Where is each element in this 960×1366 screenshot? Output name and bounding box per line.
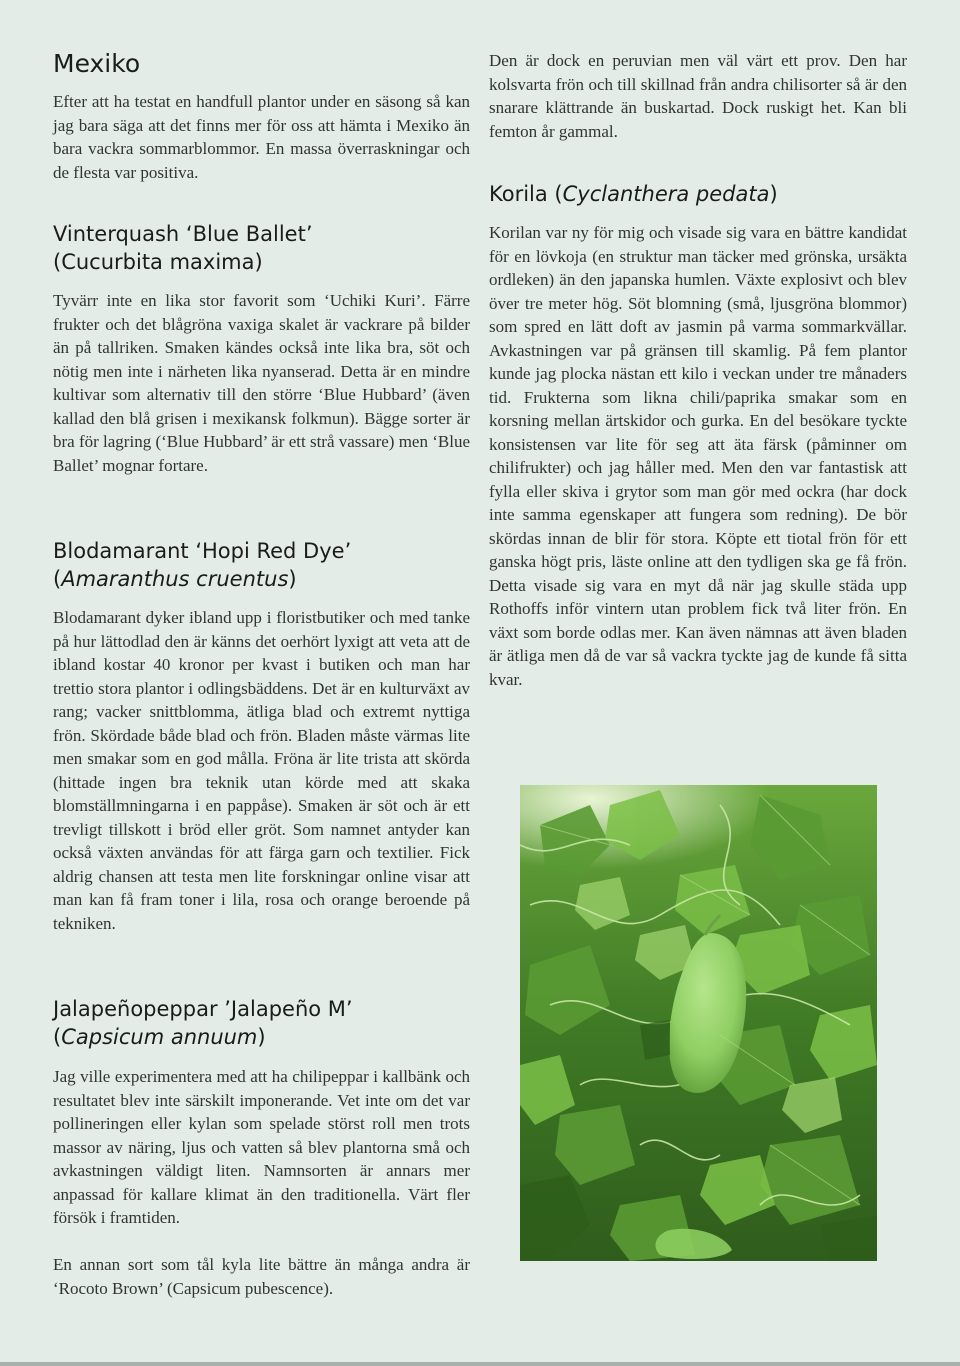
- blodamarant-title-open: (: [53, 567, 62, 591]
- jalapeno-title-line1: Jalapeñopeppar ’Jalapeño M’: [53, 997, 353, 1021]
- korila-title-latin: Cyclanthera pedata: [562, 182, 770, 206]
- korila-title-main: Korila (: [489, 182, 563, 206]
- section-title-jalapeno: [53, 995, 353, 1051]
- blodamarant-title-latin: Amaranthus cruentus: [61, 567, 289, 591]
- blodamarant-paragraph: Blodamarant dyker ibland upp i floristbutiker och med tanke på hur lättodlad den är känns det oerhört lyxigt att veta att de ibland kostar 40 kronor per kvast i butiken och man har trettio stora plantor i odlingsbäddens. Det är en kulturväxt av rang; vacker snittblomma, ätliga blad och extremt nyttiga frön. Skördade både blad och frön. Bladen måste värmas lite men smakar som en god målla. Fröna är lite trista att skörda (hittade ingen bra teknik utan körde med att skaka blomställmningarna i en pappåse). Smaken är söt och är ett trevligt tillskott i bröd eller gröt. Som namnet antyder kan också växten användas för att färga garn och textilier. Fick aldrig chansen att testa men lite forskningar online visar att man kan få fram toner i lila, rosa och orange beroende på tekniken.: [53, 608, 470, 933]
- blodamarant-title-line1: Blodamarant ‘Hopi Red Dye’: [53, 539, 352, 563]
- section-title-korila: [489, 180, 778, 208]
- korila-title-close: ): [769, 182, 778, 206]
- vinterquash-paragraph: Tyvärr inte en lika stor favorit som ‘Uchiki Kuri’. Färre frukter och det blågröna vaxiga skalet är vackrare på bilder än på tallriken. Smaken kändes också inte lika bra, söt och nötig men inte i närheten lika nyanserad. Detta är en mindre kultivar som alternativ till den större ‘Blue Hubbard’ (även kallad den blå grisen i mexikansk folkmun). Bägge sorter är bra för lagring (‘Blue Hubbard’ är ett strå vassare) men ‘Blue Ballet’ mognar fortare.: [53, 291, 470, 475]
- vinterquash-title-line1: Vinterquash ‘Blue Ballet’: [53, 222, 313, 246]
- jalapeno-title-latin: Capsicum annuum: [61, 1025, 258, 1049]
- bottom-border: [0, 1362, 960, 1366]
- korila-plant-illustration: [520, 785, 877, 1261]
- korila-paragraph: Korilan var ny för mig och visade sig vara en bättre kandidat för en lövkoja (en struktur man täcker med grönska, ursäkta ordleken) än den japanska humlen. Växte explosivt och blev över tre meter hög. Söt blomning (små, ljusgröna blommor) som spred en lätt doft av jasmin på varma sommarkvällar. Avkastningen var på gränsen till skamlig. På fem plantor kunde jag plocka nästan ett kilo i veckan under tre månaders tid. Frukterna som likna chili/paprika smakar som en korsning mellan ärtskidor och gurka. En del besökare tyckte konsistensen var lite för seg att äta färsk (påminner om chilifrukter) och jag håller med. Men den var fantastisk att fylla eller skiva i grytor som man gör med ockra (har dock inte samma egenskaper att fungera som redning). De bör skördas innan de blir för stora. Köpte ett tiotal frön för ett ganska högt pris, läste online att den tydligen ska ge få frön. Detta visade sig vara en myt då när jag skulle städa upp Rothoffs inför vintern utan problem fick två liter frön. En växt som borde odlas mer. Kan även nämnas att även bladen är ätliga men då de var så vackra tyckte jag de kunde få sitta kvar.: [489, 223, 907, 689]
- blodamarant-title-close: ): [288, 567, 297, 591]
- chili-intro-paragraph: Den är dock en peruvian men väl värt ett prov. Den har kolsvarta frön och till skillnad från andra chilisorter så är den snarare klättrande än buskartad. Dock ruskigt het. Kan bli femton år gammal.: [489, 51, 907, 141]
- section-title-vinterquash: [53, 220, 313, 276]
- jalapeno-paragraph-2: En annan sort som tål kyla lite bättre än många andra är ‘Rocoto Brown’ (Capsicum pubescence).: [53, 1255, 470, 1298]
- korila-photo: [520, 785, 877, 1261]
- section-title-blodamarant: [53, 537, 351, 593]
- jalapeno-paragraph-1: Jag ville experimentera med att ha chilipeppar i kallbänk och resultatet blev inte särskilt imponerande. Vet inte om det var pollineringen eller kylan som spelade störst roll men trots massor av näring, ljus och vatten så blev plantorna små och avkastningen väldigt liten. Namnsorten är annars mer anpassad för kallare klimat än den traditionella. Värt fler försök i framtiden.: [53, 1067, 470, 1227]
- jalapeno-title-open: (: [53, 1025, 62, 1049]
- vinterquash-title-line2: (Cucurbita maxima): [53, 250, 263, 274]
- mexiko-paragraph: Efter att ha testat en handfull plantor under en säsong så kan jag bara säga att det finns mer för oss att hämta i Mexiko än bara vackra sommarblommor. En massa överraskningar och de flesta var positiva.: [53, 92, 470, 182]
- jalapeno-title-close: ): [257, 1025, 266, 1049]
- section-title-mexiko: Mexiko: [53, 49, 141, 78]
